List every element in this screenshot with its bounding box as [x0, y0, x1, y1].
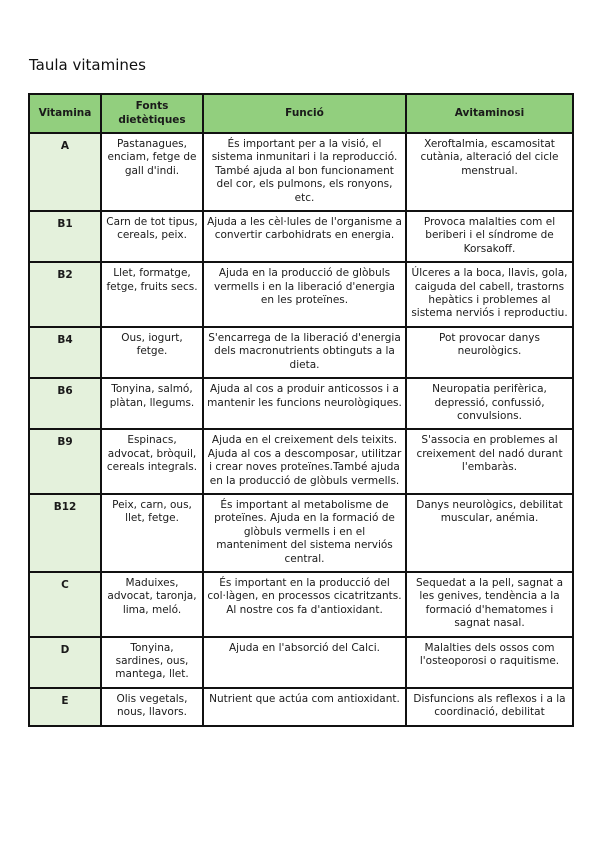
- sources-cell: Peix, carn, ous, llet, fetge.: [101, 494, 203, 572]
- table-row: [29, 637, 573, 688]
- sources-cell: Pastanagues, enciam, fetge de gall d'indi.: [101, 133, 203, 211]
- table-row: [29, 572, 573, 637]
- sources-cell: Llet, formatge, fetge, fruits secs.: [101, 262, 203, 327]
- function-cell: Ajuda a les cèl·lules de l'organisme a convertir carbohidrats en energia.: [203, 211, 406, 262]
- deficiency-cell: Malalties dels ossos com l'osteoporosi o raquitisme.: [406, 637, 573, 688]
- function-cell: Ajuda al cos a produir anticossos i a mantenir les funcions neurològiques.: [203, 378, 406, 429]
- sources-cell: Ous, iogurt, fetge.: [101, 327, 203, 378]
- sources-cell: Tonyina, salmó, plàtan, llegums.: [101, 378, 203, 429]
- vitamin-cell: B1: [29, 211, 101, 262]
- function-cell: És important en la producció del col·làgen, en processos cicatritzants. Al nostre cos fa d'antioxidant.: [203, 572, 406, 637]
- vitamin-cell: B12: [29, 494, 101, 572]
- header-function: Funció: [203, 94, 406, 133]
- function-cell: Ajuda en el creixement dels teixits. Ajuda al cos a descomposar, utilitzar i crear noves proteïnes.També ajuda en la producció de glòbuls vermells.: [203, 429, 406, 494]
- table-row: [29, 211, 573, 262]
- table-row: [29, 429, 573, 494]
- vitamin-cell: E: [29, 688, 101, 726]
- vitamin-cell: A: [29, 133, 101, 211]
- sources-cell: Maduixes, advocat, taronja, lima, meló.: [101, 572, 203, 637]
- deficiency-cell: S'associa en problemes al creixement del nadó durant l'embaràs.: [406, 429, 573, 494]
- table-row: [29, 262, 573, 327]
- table-row: [29, 133, 573, 211]
- table-header-row: [29, 94, 573, 133]
- sources-cell: Olis vegetals, nous, llavors.: [101, 688, 203, 726]
- sources-cell: Tonyina, sardines, ous, mantega, llet.: [101, 637, 203, 688]
- function-cell: És important al metabolisme de proteïnes. Ajuda en la formació de glòbuls vermells i en el manteniment del sistema nerviós central.: [203, 494, 406, 572]
- function-cell: Ajuda en l'absorció del Calci.: [203, 637, 406, 688]
- page-title: Taula vitamines: [29, 56, 146, 74]
- vitamin-cell: D: [29, 637, 101, 688]
- table-row: [29, 327, 573, 378]
- vitamin-cell: B6: [29, 378, 101, 429]
- sources-cell: Carn de tot tipus, cereals, peix.: [101, 211, 203, 262]
- function-cell: Nutrient que actúa com antioxidant.: [203, 688, 406, 726]
- vitamins-table: [28, 93, 574, 727]
- deficiency-cell: Provoca malalties com el beriberi i el síndrome de Korsakoff.: [406, 211, 573, 262]
- header-sources: Fonts dietètiques: [101, 94, 203, 133]
- table-row: [29, 494, 573, 572]
- vitamin-cell: B2: [29, 262, 101, 327]
- sources-cell: Espinacs, advocat, bròquil, cereals integrals.: [101, 429, 203, 494]
- table-row: [29, 688, 573, 726]
- header-deficiency: Avitaminosi: [406, 94, 573, 133]
- table-row: [29, 378, 573, 429]
- deficiency-cell: Danys neurològics, debilitat muscular, anémia.: [406, 494, 573, 572]
- vitamin-cell: B4: [29, 327, 101, 378]
- deficiency-cell: Úlceres a la boca, llavis, gola, caiguda del cabell, trastorns hepàtics i problemes al sistema nerviós i reproductiu.: [406, 262, 573, 327]
- deficiency-cell: Xeroftalmia, escamositat cutània, alteració del cicle menstrual.: [406, 133, 573, 211]
- function-cell: És important per a la visió, el sistema inmunitari i la reproducció. També ajuda al bon funcionament del cor, els pulmons, els ronyons, etc.: [203, 133, 406, 211]
- deficiency-cell: Sequedat a la pell, sagnat a les genives, tendència a la formació d'hematomes i sagnat nasal.: [406, 572, 573, 637]
- function-cell: Ajuda en la producció de glòbuls vermells i en la liberació d'energia en les proteïnes.: [203, 262, 406, 327]
- function-cell: S'encarrega de la liberació d'energia dels macronutrients obtinguts a la dieta.: [203, 327, 406, 378]
- deficiency-cell: Disfuncions als reflexos i a la coordinació, debilitat: [406, 688, 573, 726]
- deficiency-cell: Pot provocar danys neurològics.: [406, 327, 573, 378]
- vitamin-cell: B9: [29, 429, 101, 494]
- header-vitamin: Vitamina: [29, 94, 101, 133]
- vitamin-cell: C: [29, 572, 101, 637]
- deficiency-cell: Neuropatia perifèrica, depressió, confussió, convulsions.: [406, 378, 573, 429]
